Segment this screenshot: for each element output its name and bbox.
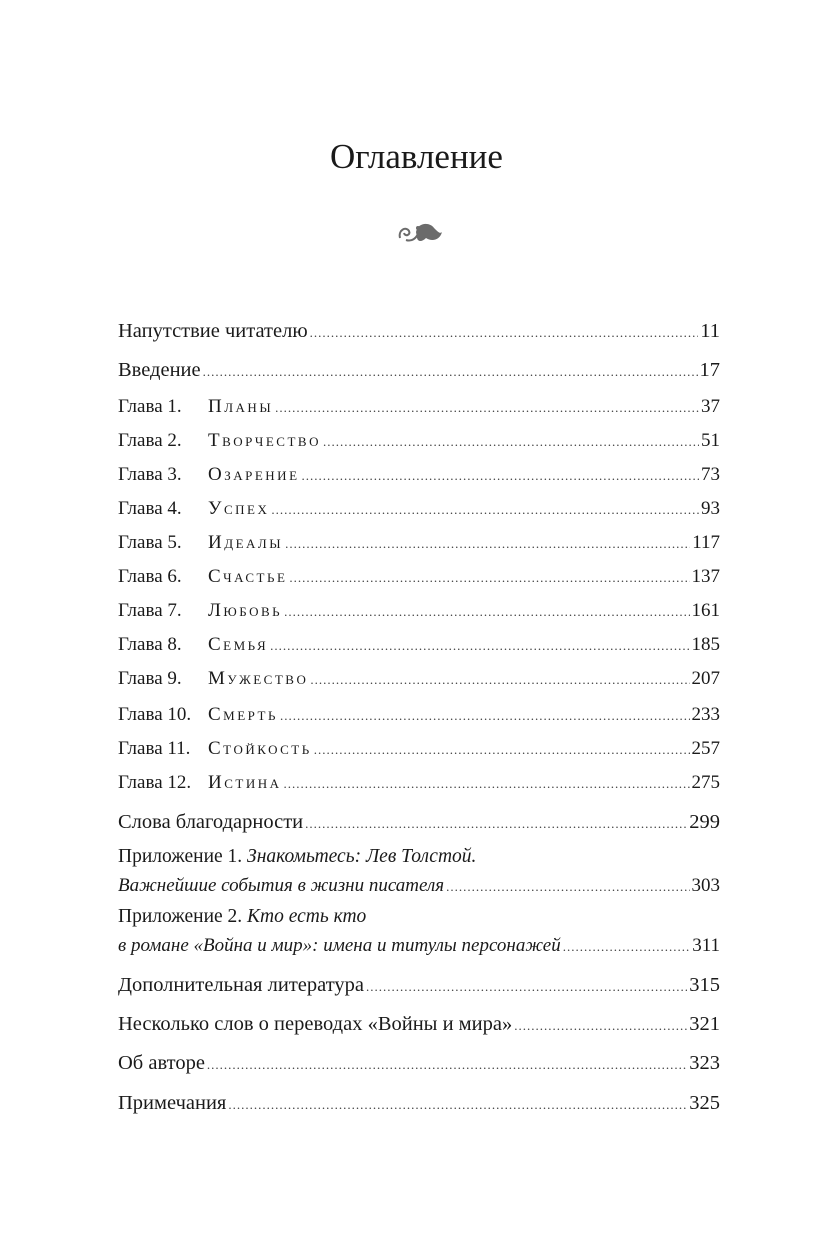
toc-page-number: 137 (691, 566, 720, 587)
dot-leader (285, 531, 690, 557)
toc-chapter[interactable] (118, 394, 720, 421)
toc-entry[interactable] (118, 809, 720, 837)
dot-leader (207, 1052, 687, 1078)
toc-entry-title: Несколько слов о переводах «Войны и мира» (118, 1013, 513, 1035)
appendix-1-heading[interactable] (118, 844, 476, 870)
chapter-label: Глава 1. (118, 396, 182, 417)
toc-page-number: 37 (701, 396, 720, 417)
appendix-title-line2: Важнейшие события в жизни писателя (118, 875, 445, 896)
toc-chapter[interactable] (118, 462, 720, 489)
toc-entry[interactable] (118, 1050, 720, 1078)
toc-entry[interactable] (118, 1090, 720, 1118)
chapter-title: Озарение (208, 464, 300, 485)
dot-leader (289, 565, 689, 591)
toc-page-number: 299 (689, 811, 720, 833)
chapter-label: Глава 8. (118, 634, 182, 655)
appendix-title-line2: в романе «Война и мир»: имена и титулы персонажей (118, 935, 561, 956)
dot-leader (270, 633, 689, 659)
toc-page-number: 11 (700, 320, 720, 342)
appendix-label: Приложение 1. (118, 846, 243, 867)
chapter-label: Глава 2. (118, 430, 182, 451)
toc-page-number: 185 (691, 634, 720, 655)
dot-leader (284, 599, 689, 625)
dot-leader (275, 395, 699, 421)
dot-leader (280, 703, 690, 729)
chapter-title: Стойкость (208, 738, 312, 759)
toc-chapter[interactable] (118, 496, 720, 523)
toc-entry[interactable] (118, 1011, 720, 1039)
page-title: Оглавление (330, 137, 503, 177)
toc-page-number: 323 (689, 1052, 720, 1074)
chapter-label: Глава 7. (118, 600, 182, 621)
toc-entry-title: Введение (118, 359, 201, 381)
toc-entry[interactable] (118, 873, 720, 900)
toc-chapter[interactable] (118, 564, 720, 591)
dot-leader (284, 771, 690, 797)
toc-page-number: 315 (689, 974, 720, 996)
toc-page-number: 93 (701, 498, 720, 519)
toc-chapter[interactable] (118, 598, 720, 625)
toc-entry-title: Об авторе (118, 1052, 205, 1074)
appendix-2-heading[interactable] (118, 904, 366, 930)
chapter-label: Глава 10. (118, 704, 192, 725)
toc-entry-title: Слова благодарности (118, 811, 304, 833)
appendix-label: Приложение 2. (118, 906, 243, 927)
toc-chapter[interactable] (118, 428, 720, 455)
appendix-title-line1: Знакомьтесь: Лев Толстой. (247, 846, 477, 867)
toc-page-number: 275 (691, 772, 720, 793)
dot-leader (310, 320, 699, 346)
toc-chapter[interactable] (118, 736, 720, 763)
dot-leader (271, 497, 699, 523)
toc-page-number: 73 (701, 464, 720, 485)
toc-chapter[interactable] (118, 632, 720, 659)
dot-leader (203, 359, 698, 385)
toc-entry-title: Напутствие читателю (118, 320, 308, 342)
chapter-label: Глава 12. (118, 772, 192, 793)
toc-entry-title: Дополнительная литература (118, 974, 364, 996)
dot-leader (366, 974, 687, 1000)
toc-entry[interactable] (118, 318, 720, 346)
toc-page-number: 311 (692, 935, 720, 956)
chapter-title: Любовь (208, 600, 283, 621)
dot-leader (310, 667, 689, 693)
dot-leader (228, 1092, 687, 1118)
chapter-title: Истина (208, 772, 282, 793)
chapter-title: Счастье (208, 566, 288, 587)
toc-page-number: 321 (689, 1013, 720, 1035)
dot-leader (563, 934, 691, 960)
chapter-title: Успех (208, 498, 270, 519)
dot-leader (314, 737, 690, 763)
chapter-label: Глава 6. (118, 566, 182, 587)
chapter-title: Смерть (208, 704, 278, 725)
toc-entry-title: Примечания (118, 1092, 227, 1114)
toc-page-number: 207 (691, 668, 720, 689)
chapter-title: Идеалы (208, 532, 284, 553)
toc-chapter[interactable] (118, 770, 720, 797)
toc-page-number: 17 (699, 359, 720, 381)
toc-page-number: 325 (689, 1092, 720, 1114)
fleuron-icon (396, 216, 442, 246)
toc-page-number: 233 (691, 704, 720, 725)
dot-leader (305, 811, 687, 837)
toc-chapter[interactable] (118, 530, 720, 557)
dot-leader (514, 1013, 687, 1039)
dot-leader (323, 429, 699, 455)
chapter-label: Глава 3. (118, 464, 182, 485)
toc-page-number: 161 (691, 600, 720, 621)
chapter-label: Глава 9. (118, 668, 182, 689)
toc-entry[interactable] (118, 933, 720, 960)
toc-chapter[interactable] (118, 666, 720, 693)
toc-entry[interactable] (118, 972, 720, 1000)
chapter-label: Глава 11. (118, 738, 191, 759)
toc-entry[interactable] (118, 357, 720, 385)
toc-page-number: 257 (691, 738, 720, 759)
chapter-title: Творчество (208, 430, 321, 451)
toc-page-number: 117 (692, 532, 720, 553)
chapter-label: Глава 4. (118, 498, 182, 519)
toc-page-number: 303 (691, 875, 720, 896)
chapter-title: Планы (208, 396, 274, 417)
appendix-title-line1: Кто есть кто (247, 906, 367, 927)
dot-leader (446, 874, 689, 900)
chapter-title: Семья (208, 634, 269, 655)
chapter-title: Мужество (208, 668, 309, 689)
toc-page-number: 51 (701, 430, 720, 451)
dot-leader (302, 463, 699, 489)
chapter-label: Глава 5. (118, 532, 182, 553)
toc-chapter[interactable] (118, 702, 720, 729)
